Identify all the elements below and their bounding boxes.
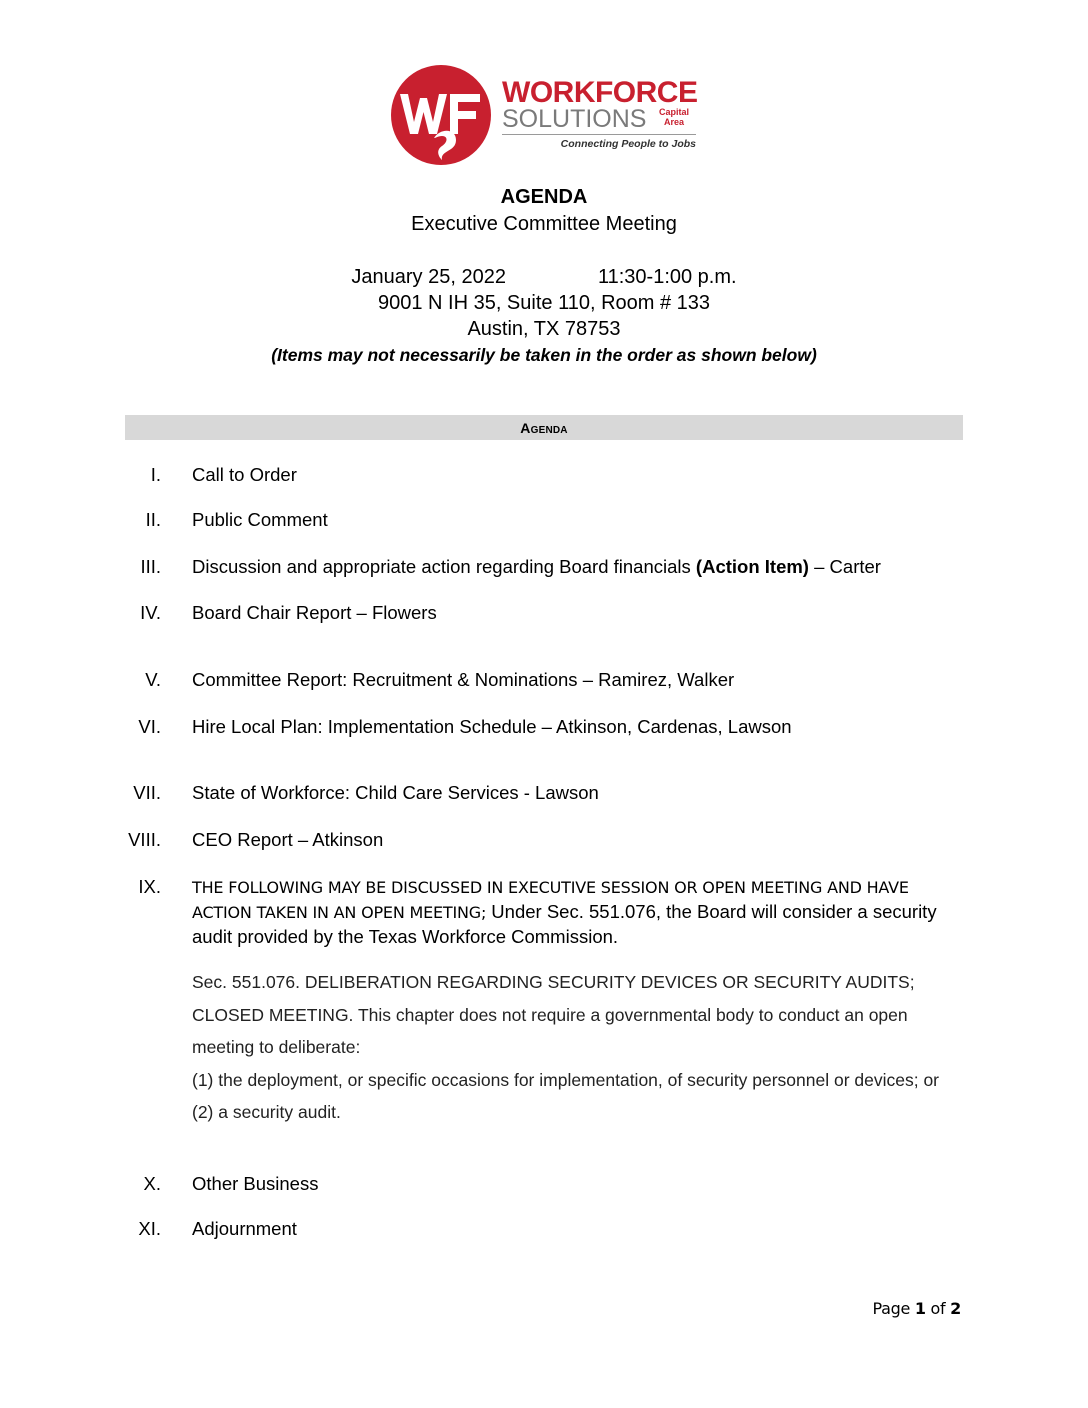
meeting-date-time: [0, 264, 1088, 290]
agenda-item-text: Other Business: [192, 1173, 319, 1194]
agenda-item-number: VI.: [138, 716, 161, 737]
agenda-item-text: [192, 875, 942, 949]
agenda-item-text-part: Under Sec. 551.076, the Board will consider a security audit provided by the Texas Workforce Commission.: [192, 901, 937, 947]
agenda-item-number: IV.: [140, 602, 161, 623]
agenda-item-text: Board Chair Report – Flowers: [192, 602, 437, 623]
logo-region: Capital Area: [658, 107, 689, 127]
agenda-item-presenter: – Carter: [808, 556, 881, 577]
meeting-address-line1: 9001 N IH 35, Suite 110, Room # 133: [377, 292, 711, 314]
agenda-item-number: V.: [145, 669, 161, 690]
page-number: [873, 1297, 961, 1321]
agenda-item-text: State of Workforce: Child Care Services - Lawson: [192, 782, 599, 803]
agenda-item-text: [192, 555, 952, 579]
workforce-solutions-logo: [390, 64, 700, 168]
logo-wordmark-primary: WORKFORCE: [502, 76, 698, 109]
logo-tagline: Connecting People to Jobs: [560, 138, 696, 150]
logo-wordmark-secondary: SOLUTIONS: [502, 105, 647, 133]
agenda-section-bar: [125, 415, 963, 440]
agenda-item-number: III.: [140, 556, 161, 577]
meeting-time: 11:30-1:00 p.m.: [597, 266, 737, 288]
agenda-item-text: Call to Order: [192, 464, 297, 485]
agenda-item-number: I.: [150, 464, 161, 485]
agenda-item-text: CEO Report – Atkinson: [192, 829, 384, 850]
statute-excerpt: [192, 966, 942, 1129]
agenda-section-label: Agenda: [520, 420, 568, 436]
statute-clause-1: (1) the deployment, or specific occasions for implementation, of security personnel or devices; or: [192, 1069, 940, 1090]
executive-session-notice: THE FOLLOWING MAY BE DISCUSSED IN EXECUTIVE SESSION OR OPEN MEETING AND HAVE ACTION TAKEN IN AN OPEN MEETING;: [192, 878, 909, 922]
page-word: Page: [872, 1299, 911, 1318]
meeting-date: January 25, 2022: [351, 266, 506, 288]
agenda-item-number: X.: [143, 1173, 161, 1194]
agenda-item-text: Public Comment: [192, 509, 328, 530]
action-item-tag: (Action Item): [695, 556, 809, 577]
agenda-item-number: VIII.: [128, 829, 161, 850]
meeting-name: Executive Committee Meeting: [411, 213, 677, 235]
agenda-item-text: Committee Report: Recruitment & Nominations – Ramirez, Walker: [192, 669, 735, 690]
logo-divider: [502, 134, 696, 135]
agenda-item-text: Adjournment: [192, 1218, 297, 1239]
agenda-item-number: VII.: [133, 782, 161, 803]
page-of-word: of: [930, 1299, 946, 1318]
statute-heading: Sec. 551.076. DELIBERATION REGARDING SECURITY DEVICES OR SECURITY AUDITS; CLOSED MEETING. This chapter does not require a governmental body to conduct an open meeting to deliberate:: [192, 972, 915, 1057]
agenda-item-number: II.: [145, 509, 161, 530]
statute-clause-2: (2) a security audit.: [192, 1102, 341, 1122]
agenda-item-number: XI.: [138, 1218, 161, 1239]
wfs-logo-mark-icon: [390, 64, 492, 166]
meeting-address-line2: Austin, TX 78753: [467, 318, 621, 340]
document-title: AGENDA: [500, 186, 588, 208]
agenda-item-number: IX.: [138, 876, 161, 897]
agenda-item-text: Hire Local Plan: Implementation Schedule – Atkinson, Cardenas, Lawson: [192, 716, 792, 737]
page-current: 1: [914, 1299, 926, 1318]
agenda-item-text-part: Discussion and appropriate action regarding Board financials: [192, 556, 696, 577]
agenda-order-note: (Items may not necessarily be taken in the order as shown below): [271, 345, 817, 365]
page-total: 2: [950, 1299, 961, 1318]
